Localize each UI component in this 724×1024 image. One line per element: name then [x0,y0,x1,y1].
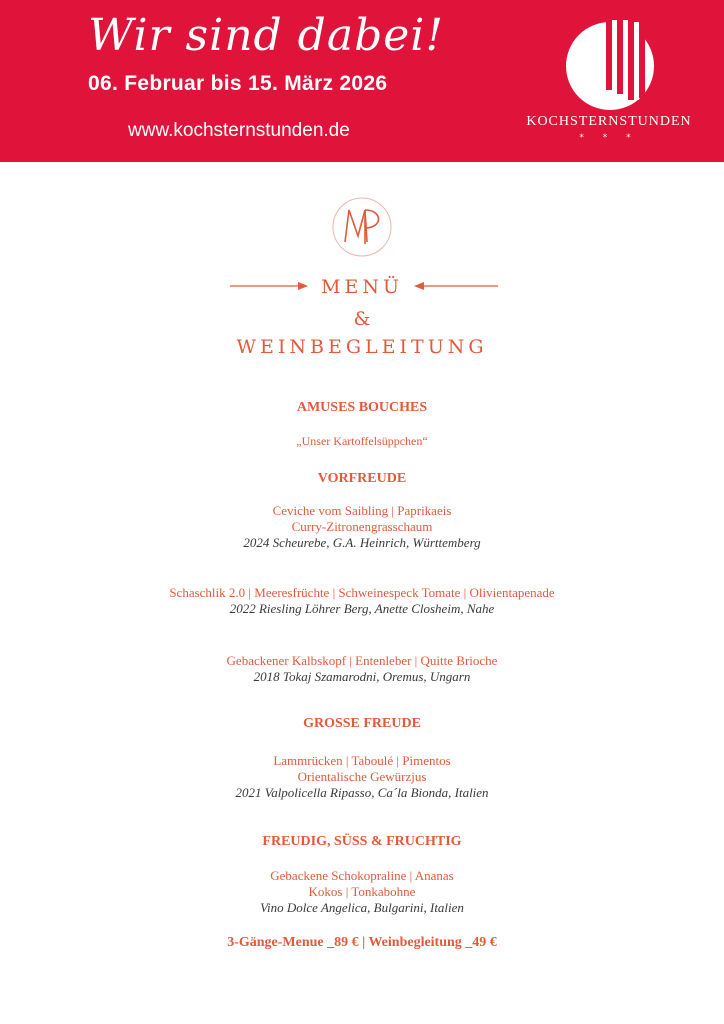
banner-tagline: Wir sind dabei! [88,10,445,61]
dish-vorfreude-1-line2: Curry-Zitronengrasschaum [291,519,433,534]
wine-vorfreude-3: 2018 Tokaj Szamarodni, Oremus, Ungarn [253,669,471,684]
section-heading-grosse: GROSSE FREUDE [303,716,421,731]
menu-title: MENÜ [321,276,403,298]
kochsternstunden-logo-icon [562,18,658,114]
dish-dessert-line2: Kokos | Tonkabohne [308,884,416,899]
menu-title-ampersand: & [353,308,371,330]
dish-grosse-line2: Orientalische Gewürzjus [297,769,427,784]
brand-name: KOCHSTERNSTUNDEN [526,114,692,129]
wine-grosse: 2021 Valpolicella Ripasso, Ca´la Bionda, Italien [235,785,489,800]
dish-vorfreude-3: Gebackener Kalbskopf | Entenleber | Quitte Brioche [226,653,498,668]
brand-stars: * * * [579,133,639,143]
mp-monogram-icon [331,196,393,258]
section-heading-vorfreude: VORFREUDE [317,471,407,486]
dish-vorfreude-1-line1: Ceviche vom Saibling | Paprikaeis [272,503,452,518]
wine-dessert: Vino Dolce Angelica, Bulgarini, Italien [260,900,464,915]
dish-amuses: „Unser Kartoffelsüppchen“ [296,434,428,448]
section-heading-dessert: FREUDIG, SÜSS & FRUCHTIG [262,834,462,849]
wine-vorfreude-1: 2024 Scheurebe, G.A. Heinrich, Württemberg [243,535,481,550]
dish-vorfreude-2: Schaschlik 2.0 | Meeresfrüchte | Schweinespeck Tomate | Olivientapenade [169,585,555,600]
banner-dates: 06. Februar bis 15. März 2026 [88,72,388,95]
dish-dessert-line1: Gebackene Schokopraline | Ananas [270,868,454,883]
banner-url: www.kochsternstunden.de [128,120,350,141]
menu-subtitle: WEINBEGLEITUNG [236,336,488,358]
dish-grosse-line1: Lammrücken | Taboulé | Pimentos [273,753,451,768]
section-heading-amuses: AMUSES BOUCHES [296,400,428,415]
wine-vorfreude-2: 2022 Riesling Löhrer Berg, Anette Closheim, Nahe [229,601,495,616]
price-line: 3-Gänge-Menue _89 € | Weinbegleitung _49 € [227,935,497,950]
